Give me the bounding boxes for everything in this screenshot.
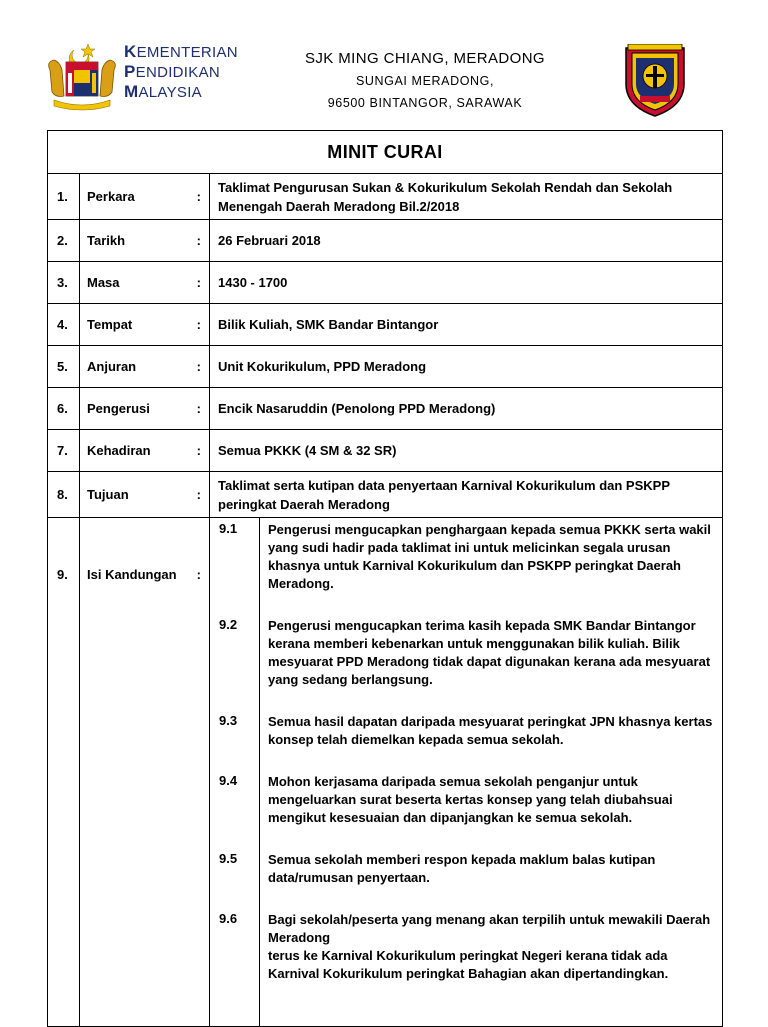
item-number: 9.1 [210, 518, 260, 593]
school-name: SJK MING CHIANG, MERADONG [304, 50, 546, 67]
school-address-line1: SUNGAI MERADONG, [355, 74, 495, 88]
row-number: 5. [48, 346, 80, 388]
item-number: 9.2 [210, 614, 260, 689]
content-items [210, 518, 722, 1026]
item-text: Semua sekolah memberi respon kepada maklum balas kutipan data/rumusan penyertaan. [268, 852, 656, 885]
row-number: 8. [48, 472, 80, 518]
row-label: Tempat [80, 304, 189, 346]
list-item [210, 614, 722, 689]
ministry-coat-of-arms-logo [44, 40, 120, 112]
list-item [210, 710, 722, 749]
row-value: 26 Februari 2018 [210, 220, 723, 262]
list-item [210, 770, 722, 827]
row-value: Semua PKKK (4 SM & 32 SR) [210, 430, 723, 472]
row-value: Bilik Kuliah, SMK Bandar Bintangor [210, 304, 723, 346]
row-number: 4. [48, 304, 80, 346]
row-label: Tarikh [80, 220, 189, 262]
row-tempat [48, 304, 723, 346]
row-number: 9. [48, 518, 80, 1027]
row-label: Tujuan [80, 472, 189, 518]
school-address-line2: 96500 BINTANGOR, SARAWAK [327, 96, 523, 110]
row-colon: : [189, 518, 210, 1027]
row-colon: : [189, 304, 210, 346]
row-label: Kehadiran [80, 430, 189, 472]
document-title: MINIT CURAI [48, 131, 723, 174]
row-perkara [48, 174, 723, 220]
row-number: 6. [48, 388, 80, 430]
list-item [210, 848, 722, 887]
row-value: Unit Kokurikulum, PPD Meradong [210, 346, 723, 388]
item-text: Mohon kerjasama daripada semua sekolah penganjur untuk mengeluarkan surat beserta kertas konsep yang telah diubahsuai mengikut kesesuaian dan dipanjangkan ke semua sekolah. [268, 774, 673, 825]
row-colon: : [189, 174, 210, 220]
row-number: 7. [48, 430, 80, 472]
row-colon: : [189, 472, 210, 518]
item-text-line2: terus ke Karnival Kokurikulum peringkat Negeri kerana tidak ada Karnival Kokurikulum peringkat Bahagian akan dipertandingkan. [268, 948, 669, 981]
school-crest-logo [622, 44, 688, 118]
content-cell [210, 518, 723, 1027]
item-text: Pengerusi mengucapkan terima kasih kepada SMK Bandar Bintangor kerana memberi kebenarkan untuk menggunakan bilik kuliah. Bilik mesyuarat PPD Meradong tidak dapat digunakan kerana ada mesyuarat yang sedang berlangsung. [268, 618, 711, 687]
row-label: Anjuran [80, 346, 189, 388]
row-anjuran [48, 346, 723, 388]
row-colon: : [189, 262, 210, 304]
ministry-name: KEMENTERIAN PENDIDIKAN MALAYSIA [124, 42, 238, 101]
row-label: Perkara [80, 174, 189, 220]
row-colon: : [189, 346, 210, 388]
item-text: Semua hasil dapatan daripada mesyuarat peringkat JPN khasnya kertas konsep telah diemelkan kepada semua sekolah. [268, 714, 713, 747]
row-label: Pengerusi [80, 388, 189, 430]
row-colon: : [189, 430, 210, 472]
row-kehadiran [48, 430, 723, 472]
item-number: 9.5 [210, 848, 260, 887]
item-text [260, 908, 723, 983]
school-header [300, 48, 550, 114]
item-number: 9.6 [210, 908, 260, 983]
row-number: 3. [48, 262, 80, 304]
row-value: Taklimat serta kutipan data penyertaan Karnival Kokurikulum dan PSKPP peringkat Daerah Meradong [210, 472, 723, 518]
item-text-line1: Bagi sekolah/peserta yang menang akan terpilih untuk mewakili Daerah Meradong [268, 912, 711, 945]
list-item [210, 518, 722, 593]
row-tarikh [48, 220, 723, 262]
row-value: Taklimat Pengurusan Sukan & Kokurikulum Sekolah Rendah dan Sekolah Menengah Daerah Meradong Bil.2/2018 [210, 174, 723, 220]
row-tujuan [48, 472, 723, 518]
minutes-table [47, 130, 723, 1027]
row-isi-kandungan [48, 518, 723, 1027]
row-label: Isi Kandungan [80, 518, 189, 1027]
row-masa [48, 262, 723, 304]
row-value: 1430 - 1700 [210, 262, 723, 304]
row-value: Encik Nasaruddin (Penolong PPD Meradong) [210, 388, 723, 430]
row-colon: : [189, 220, 210, 262]
row-number: 2. [48, 220, 80, 262]
item-text: Pengerusi mengucapkan penghargaan kepada semua PKKK serta wakil yang sudi hadir pada taklimat ini untuk melicinkan segala urusan khasnya untuk Karnival Kokurikulum dan PSKPP peringkat Daerah Meradong. [268, 522, 711, 591]
row-number: 1. [48, 174, 80, 220]
row-colon: : [189, 388, 210, 430]
item-number: 9.4 [210, 770, 260, 827]
row-label: Masa [80, 262, 189, 304]
list-item [210, 908, 722, 983]
row-pengerusi [48, 388, 723, 430]
item-number: 9.3 [210, 710, 260, 749]
